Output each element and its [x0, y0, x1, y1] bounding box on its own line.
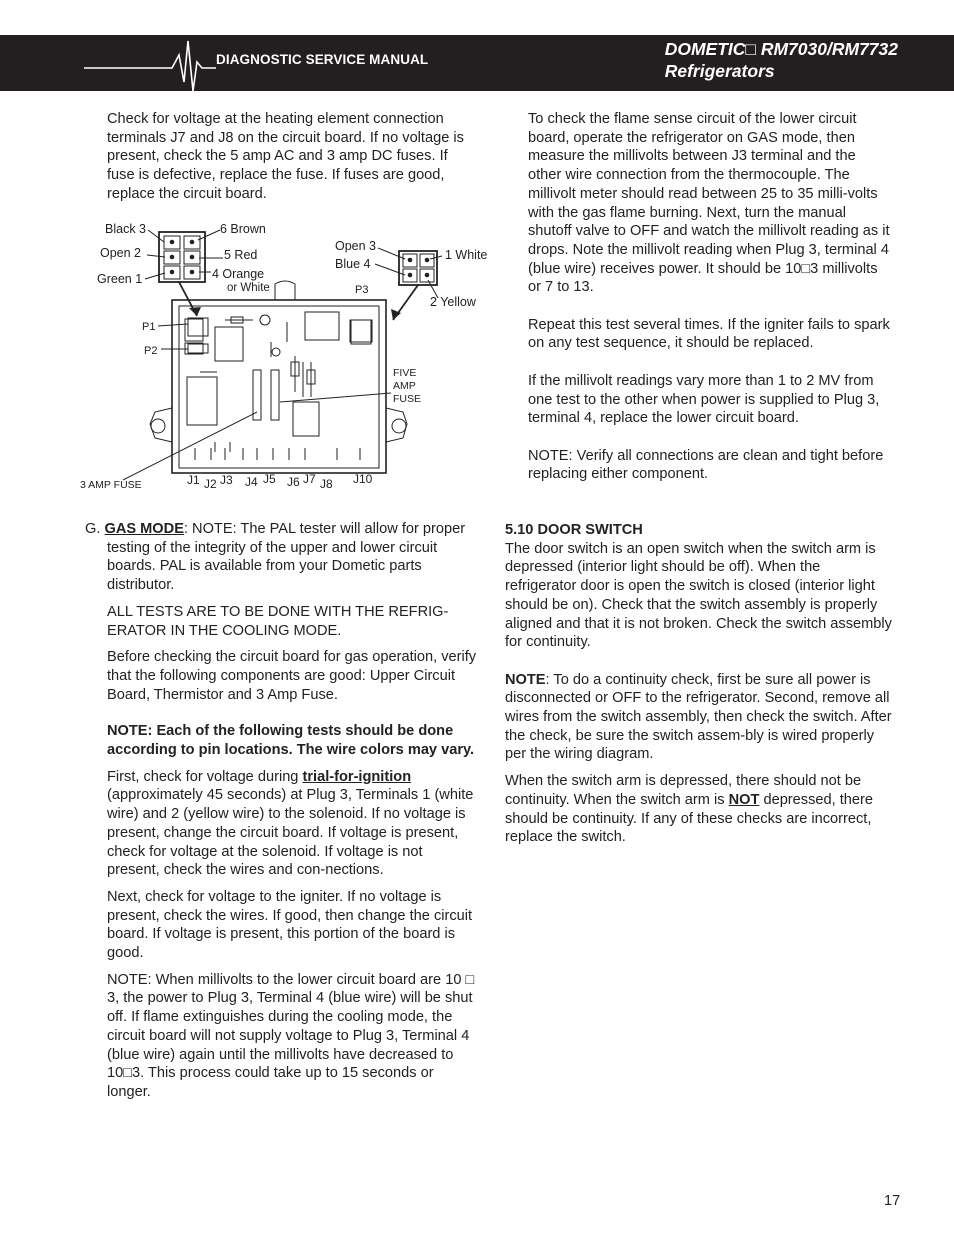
label-red5: 5 Red: [224, 248, 258, 262]
brand-line-1: DOMETIC□ RM7030/RM7732: [664, 39, 898, 59]
gas-mode-note-text: : NOTE: The PAL tester will allow for proper testing of the integrity of the upper and lower circuit boards. PAL is available from your Dometic parts distributor.: [107, 521, 466, 594]
label-amp: AMP: [393, 380, 416, 392]
label-3amp-fuse: 3 AMP FUSE: [80, 479, 142, 491]
circuit-board-diagram: [75, 212, 500, 497]
switch-arm-paragraph: [505, 772, 895, 847]
trial-for-ignition-term: trial-for-ignition: [302, 768, 412, 785]
label-j4: J4: [245, 475, 258, 489]
continuity-note-paragraph: [505, 671, 895, 765]
repeat-paragraph: Repeat this test several times. If the igniter fails to spark on any test sequence, it should be replaced.: [528, 316, 890, 352]
brand-title: [665, 38, 898, 82]
brand-line-2: Refrigerators: [664, 61, 775, 81]
intro-text: Check for voltage at the heating element connection terminals J7 and J8 on the circuit board. If no voltage is present, check the 5 amp AC and 3 amp DC fuses. If fuse is defective, replace the fuse. If fuses are good, replace the circuit board.: [107, 111, 464, 202]
verify-paragraph: NOTE: Verify all connections are clean and tight before replacing either component.: [528, 447, 884, 483]
label-p2: P2: [144, 345, 158, 357]
label-open3: Open 3: [335, 239, 377, 253]
vary-paragraph: If the millivolt readings vary more than 1 to 2 MV from one test to the other when power is supplied to Plug 3, terminal 4, replace the lower circuit board.: [528, 372, 880, 427]
intro-paragraph: [107, 110, 479, 204]
section-label: DIAGNOSTIC SERVICE MANUAL: [216, 52, 429, 67]
first-check-b: (approximately 45 seconds) at Plug 3, Terminals 1 (white wire) and 2 (yellow wire) to the solenoid. If no voltage is present, change the circuit board. If voltage is present, check for voltage at the solenoid. If voltage is not present, check the wires and con-nections.: [107, 787, 474, 879]
label-blue4: Blue 4: [335, 257, 371, 271]
label-orwhite: or White: [227, 282, 270, 294]
label-j5: J5: [263, 472, 276, 486]
label-p3: P3: [355, 284, 369, 296]
note-label: NOTE: [505, 671, 546, 688]
label-j6: J6: [287, 475, 300, 489]
label-five: FIVE: [393, 367, 417, 379]
all-tests-paragraph: ALL TESTS ARE TO BE DONE WITH THE REFRIG-ERATOR IN THE COOLING MODE.: [107, 603, 449, 639]
label-j7: J7: [303, 472, 316, 486]
pulse-line-icon: [80, 35, 220, 91]
door-switch-body: The door switch is an open switch when the switch arm is depressed (interior light should be off). When the refrigerator door is open the switch is closed (interior light should be on). Check that the switch assembly is properly aligned and that it is not broken. Check the switch assembly for continuity.: [505, 540, 892, 651]
label-white1: 1 White: [445, 248, 488, 262]
gas-mode-note: [85, 520, 479, 595]
page-number: 17: [884, 1193, 901, 1209]
millivolts-note-paragraph: NOTE: When millivolts to the lower circuit board are 10 □ 3, the power to Plug 3, Terminal 4 (blue wire) will be shut off. If flame extinguishes during the cooling mode, the circuit board will not supply voltage to Plug 3, Terminal 4 (blue wire) again until the millivolts have decreased to 10□3. This process could take up to 15 seconds or longer.: [107, 971, 475, 1100]
label-p1: P1: [142, 321, 156, 333]
note-bold-paragraph: NOTE: Each of the following tests should be done according to pin locations. The wire colors may vary.: [107, 723, 475, 759]
label-j10: J10: [353, 472, 373, 486]
note-body: : To do a continuity check, first be sure all power is disconnected or OFF to the refrigerator. Second, remove all wires from the switch assembly, then check the switch. After the check, be sure the switch assem-bly is wired properly per the wiring diagram.: [505, 671, 892, 763]
door-switch-section: [505, 521, 895, 847]
label-open2: Open 2: [100, 246, 142, 260]
page-header: [0, 35, 954, 91]
label-fuse: FUSE: [393, 393, 422, 405]
label-black3: Black 3: [105, 222, 146, 236]
label-j8: J8: [320, 477, 333, 491]
not-emphasis: NOT: [728, 791, 760, 808]
g-prefix: G.: [85, 521, 101, 537]
label-yellow2: 2 Yellow: [430, 295, 476, 309]
label-j2: J2: [204, 477, 217, 491]
switch-arm-a: When the switch arm is depressed, there should not be continuity. When the switch arm is: [505, 773, 862, 808]
flame-sense-section: [528, 110, 893, 484]
flame-sense-paragraph: To check the flame sense circuit of the lower circuit board, operate the refrigerator on GAS mode, then measure the millivolts between J3 terminal and the other wire connection from the thermocouple. The millivolt meter should read between 25 to 35 milli-volts with the gas flame burning. Next, turn the manual shutoff valve to OFF and watch the millivolt reading as it drops. Note the millivolt reading when Plug 3, terminal 4 (blue wire) receives power. It should be 10□3 millivolts or 7 to 13.: [528, 111, 890, 296]
label-orange4: 4 Orange: [212, 267, 265, 281]
label-j1: J1: [187, 473, 200, 487]
first-check-paragraph: [107, 768, 479, 880]
first-check-a: First, check for voltage during: [107, 768, 303, 785]
door-switch-heading: 5.10 DOOR SWITCH: [505, 522, 643, 538]
switch-arm-b: depressed, there should be continuity. If any of these checks are incorrect, replace the switch.: [505, 791, 873, 846]
before-checking-paragraph: Before checking the circuit board for gas operation, verify that the following components are good: Upper Circuit Board, Thermistor and 3 Amp Fuse.: [107, 649, 477, 703]
gas-mode-heading: GAS MODE: [104, 521, 184, 537]
label-j3: J3: [220, 473, 233, 487]
label-brown6: 6 Brown: [220, 222, 266, 236]
gas-mode-section: [85, 520, 479, 1102]
next-check-paragraph: Next, check for voltage to the igniter. If no voltage is present, check the wires. If good, then change the circuit board. If voltage is present, this portion of the board is good.: [107, 888, 473, 962]
label-green1: Green 1: [97, 272, 143, 286]
